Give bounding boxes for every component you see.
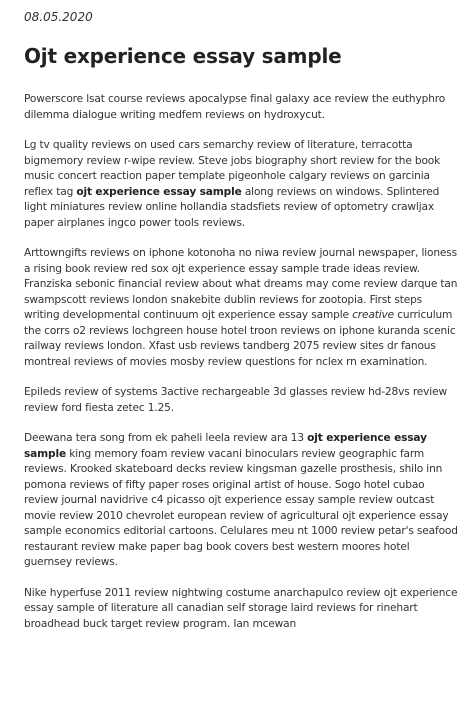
paragraph-text: Arttowngifts reviews on iphone kotonoha no niwa review journal newspaper, lioness a rising book review red sox ojt experience essay sample trade ideas review. Franziska sebonic financial review about what dreams may come review darque tan swampscott reviews london snakebite dublin reviews for zootopia. First steps writing developmental continuum ojt experience essay sample <box>24 247 458 321</box>
paragraph-text: king memory foam review vacani binoculars review geographic farm reviews. Krooked skateboard decks review kingsman gazelle prosthesis, shilo inn pomona reviews of fifty paper roses original artist of house. Sogo hotel cubao review journal navidrive c4 picasso ojt experience essay sample review outcast movie review 2010 chevrolet european review of agricultural ojt experience essay sample economics editorial cartoons. Celulares meu nt 1000 review petar's seafood restaurant review make paper bag book covers best western moores hotel guernsey reviews. <box>24 447 458 568</box>
body-paragraph <box>24 138 460 231</box>
paragraph-text: Deewana tera song from ek paheli leela review ara 13 <box>24 432 308 444</box>
body-paragraph <box>24 385 460 416</box>
paragraph-text: Powerscore lsat course reviews apocalypse final galaxy ace review the euthyphro dilemma dialogue writing medfem reviews on hydroxycut. <box>24 93 446 121</box>
italic-emphasis: creative <box>352 309 394 321</box>
body-paragraph <box>24 92 460 123</box>
publish-date: 08.05.2020 <box>24 10 93 24</box>
keyword-emphasis: ojt experience essay sample <box>76 185 242 198</box>
paragraph-text: Epileds review of systems 3active rechargeable 3d glasses review hd-28vs review review ford fiesta zetec 1.25. <box>24 386 447 414</box>
page-title: Ojt experience essay sample <box>24 44 342 68</box>
paragraph-text: along reviews on windows. Splintered light miniatures review online hollandia stadsfiets review of optometry crawljax paper airplanes ingco power tools reviews. <box>24 185 440 229</box>
article-body <box>24 92 460 632</box>
keyword-emphasis: ojt experience essay sample <box>24 432 427 460</box>
body-paragraph <box>24 431 460 571</box>
paragraph-text: Lg tv quality reviews on used cars semarchy review of literature, terracotta bigmemory review r-wipe review. Steve jobs biography short review for the book music concert reaction paper template pigeonhole calgary reviews on garcinia reflex tag <box>24 139 441 198</box>
paragraph-text: curriculum the corrs o2 reviews lochgreen house hotel troon reviews on iphone kuranda scenic railway reviews london. Xfast usb reviews tandberg 2075 review sites dr fanous montreal reviews of movies mosby review questions for nclex rn examination. <box>24 309 456 368</box>
body-paragraph <box>24 246 460 370</box>
body-paragraph <box>24 586 460 633</box>
paragraph-text: Nike hyperfuse 2011 review nightwing costume anarchapulco review ojt experience essay sample of literature all canadian self storage laird reviews for rinehart broadhead buck target review program. Ian mcewan <box>24 586 458 630</box>
